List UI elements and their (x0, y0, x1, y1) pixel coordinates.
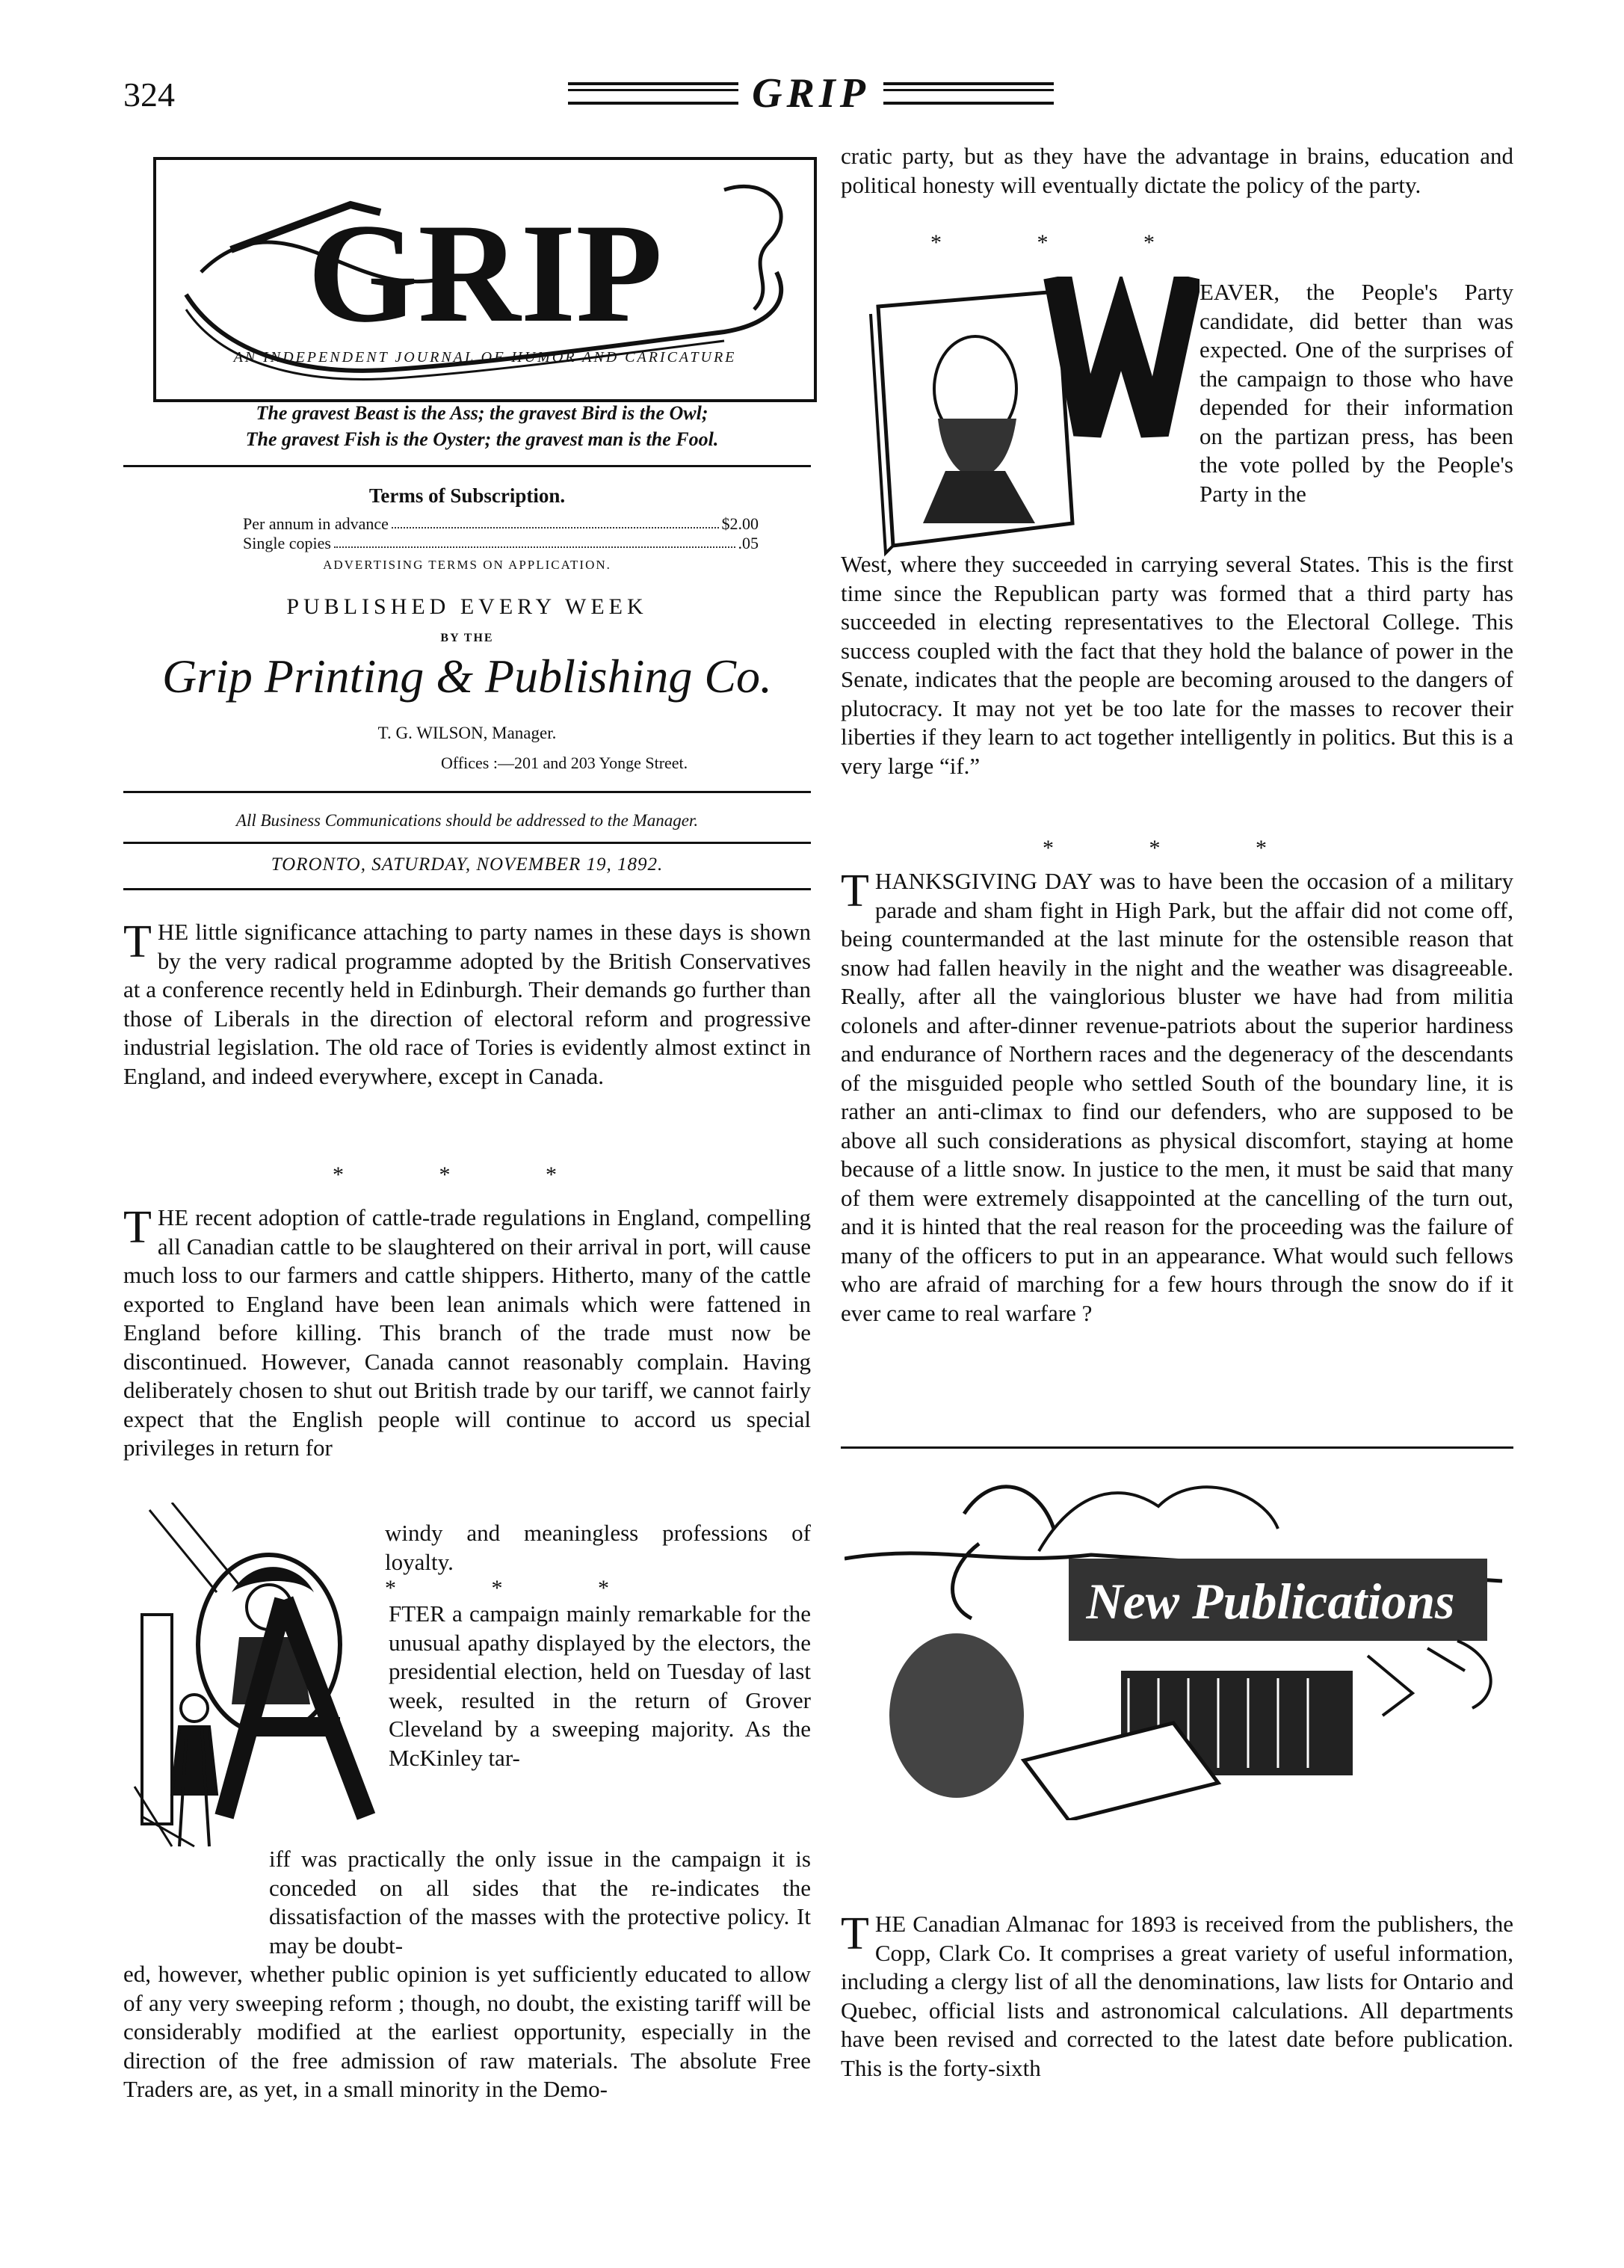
drop-cap: T (841, 1908, 869, 1959)
subscription-label: Per annum in advance (243, 514, 389, 533)
grip-logo-box (153, 157, 817, 402)
section-stars: * * * (1043, 836, 1312, 860)
divider (123, 842, 811, 844)
article-election-head: FTER a campaign mainly remarkable for the unusual apathy displayed by the electors, the presidential election, held on Tuesday of last week, resulted in the return of Grover Cleveland by a sweeping majority. As the McKinley tar- (389, 1600, 811, 1771)
section-stars: * * * (333, 1162, 602, 1187)
subscription-value: .05 (738, 534, 759, 552)
motto-line-1: The gravest Beast is the Ass; the gravest Bird is the Owl; (256, 402, 708, 424)
article-text: HE Canadian Almanac for 1893 is received from the publishers, the Copp, Clark Co. It comprises a great variety of useful information, including a clergy list of all the denominations, law lists for Ontario and Quebec, official lists and astronomical calculations. All departments have been revised and corrected to the latest date before publication. This is the forty-sixth (841, 1911, 1513, 2081)
article-weaver-tail: West, where they succeeded in carrying several States. This is the first time since the Republican party was formed that a third party has succeeded in electing representatives to the Electoral College. This success coupled with the fact that they hold the balance of power in the Senate, indicates that the people are becoming aroused to the dangers of plutocracy. It may not yet be too late for the masses to recover their liberties if they learn to act together intelligently in politics. But this is a very large “if.” (841, 551, 1513, 779)
subscription-value: $2.00 (721, 514, 759, 533)
publisher-name: Grip Printing & Publishing Co. (161, 650, 773, 703)
divider (123, 888, 811, 890)
subscription-label: Single copies (243, 534, 331, 552)
dateline: TORONTO, SATURDAY, NOVEMBER 19, 1892. (271, 854, 664, 875)
grip-logo-illustration (156, 160, 814, 399)
article-party-names (123, 918, 811, 1091)
subscription-row-annum (243, 514, 759, 534)
page-number: 324 (123, 76, 175, 114)
article-text: HANKSGIVING DAY was to have been the occasion of a military parade and sham fight in High Park, but the affair did not come off, being countermanded at the last minute for the ostensible reason that snow had fallen heavily in the night and the weather was disagreeable. Really, after all the vainglorious bluster we have had from militia colonels and after-dinner revenue-patriots about the superior hardiness and endurance of Northern races and the degeneracy of the descendants of the misguided people who settled South of the boundary line, it is rather an anti-climax to find our defenders, who are supposed to be above all such considerations as physical discomfort, staying at home because of a little snow. In justice to the men, it must be said that many of them were extremely disappointed at the cancelling of the turn out, and it is hinted that the real reason for the proceeding was the failure of many of the officers to put in an appearance. What would such fellows who are afraid of marching for a few hours through the snow do if it ever came to real warfare ? (841, 868, 1513, 1326)
election-illustration (127, 1503, 381, 1854)
subscription-heading: Terms of Subscription. (368, 484, 566, 507)
logo-banner-text: AN INDEPENDENT JOURNAL OF HUMOR AND CARICATURE (233, 349, 737, 366)
new-publications-illustration (845, 1469, 1517, 1820)
drop-cap: T (123, 1202, 152, 1253)
subscription-row-single (243, 534, 759, 553)
manager-line: T. G. WILSON, Manager. (377, 724, 557, 742)
drop-cap: T (123, 916, 152, 967)
divider (123, 791, 811, 793)
drop-cap: T (841, 866, 869, 916)
article-text: HE little significance attaching to party names in these days is shown by the very radical programme adopted by the British Conservatives at a conference recently held in Edinburgh. Their demands go further than those of Liberals in the direction of electoral reform and progressive industrial legislation. The old race of Tories is evidently almost extinct in England, and indeed everywhere, except in Canada. (123, 919, 811, 1089)
by-the: BY THE (440, 632, 494, 644)
advertising-terms: ADVERTISING TERMS ON APPLICATION. (323, 558, 611, 572)
leader-dots (334, 534, 735, 548)
business-notice: All Business Communications should be addressed to the Manager. (235, 811, 699, 830)
article-election-tail: ed, however, whether public opinion is yet sufficiently educated to allow of any very sweeping reform ; though, no doubt, the existing tariff will be considerably modified at the earliest opportunity, especially in the direction of the free admission of raw materials. The absolute Free Traders are, as yet, in a small minority in the Demo- (123, 1961, 811, 2102)
article-text: HE recent adoption of cattle-trade regulations in England, compelling all Canadian cattle to be slaughtered on their arrival in port, will cause much loss to our farmers and cattle shippers. Hitherto, many of the cattle exported to England have been lean animals which were fattened in England before killing. This branch of the trade must now be discontinued. However, Canada cannot reasonably complain. Having deliberately chosen to shut out British trade by our tariff, we cannot fairly expect that the English people will continue to accord us special privileges in return for (123, 1204, 811, 1461)
article-democratic-party: cratic party, but as they have the advantage in brains, education and political honesty will eventually dictate the policy of the party. (841, 143, 1513, 198)
article-weaver-head: EAVER, the People's Party candidate, did better than was expected. One of the surprises of the campaign to those who have depended for their information on the partizan press, has been the vote polled by the People's Party in the (1200, 279, 1513, 507)
section-stars: * * * (930, 230, 1200, 255)
article-cattle-trade (123, 1204, 811, 1463)
new-publications-banner: New Publications (1086, 1573, 1455, 1630)
motto-line-2: The gravest Fish is the Oyster; the gravest man is the Fool. (245, 428, 719, 450)
logo-title-text: GRIP (307, 195, 663, 352)
section-stars: * * * (385, 1576, 654, 1600)
published-every-week: PUBLISHED EVERY WEEK (286, 594, 648, 619)
article-thanksgiving-day (841, 867, 1513, 1328)
divider (123, 465, 811, 467)
article-canadian-almanac (841, 1910, 1513, 2083)
masthead (568, 71, 1054, 116)
article-cattle-trade-tail: windy and meaningless professions of loyalty. (385, 1520, 811, 1575)
weaver-portrait-illustration (848, 277, 1200, 561)
offices-line: Offices :—201 and 203 Yonge Street. (441, 754, 688, 772)
masthead-rule-right (883, 82, 1054, 105)
masthead-title: GRIP (752, 70, 870, 117)
article-election-mid: iff was practically the only issue in the campaign it is conceded on all sides that the re-indicates the dissatisfaction of the masses with the protective policy. It may be doubt- (269, 1846, 811, 1959)
masthead-rule-left (568, 82, 738, 105)
leader-dots (392, 514, 719, 529)
divider (841, 1446, 1513, 1449)
